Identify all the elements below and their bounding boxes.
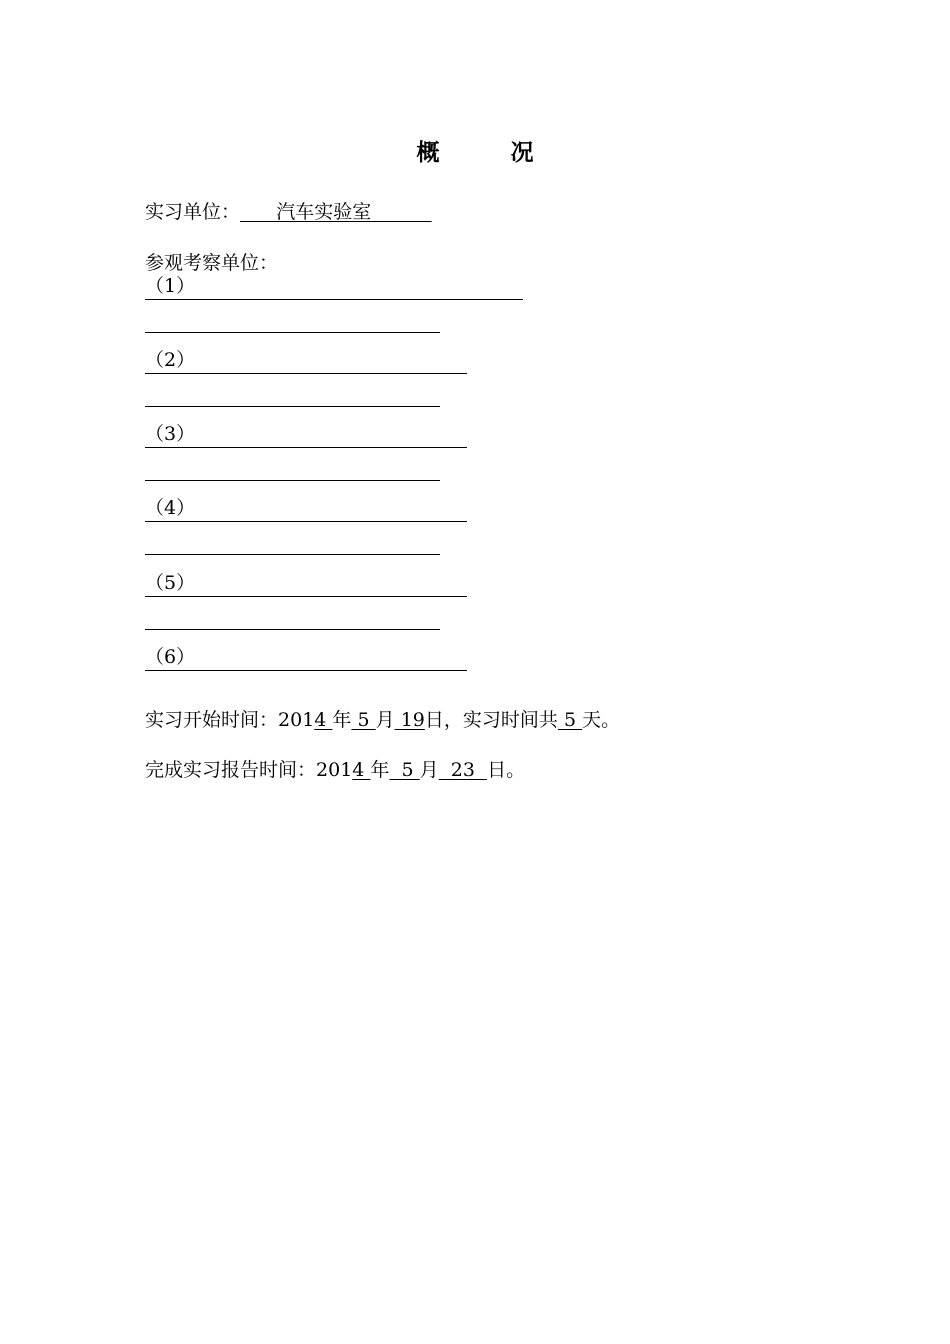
start-day-unit: 日，实习时间共 <box>424 709 558 731</box>
visit-unit-4-continuation-line <box>145 554 440 555</box>
visit-unit-3: （3） <box>145 421 467 448</box>
internship-days-unit: 天。 <box>582 709 621 731</box>
start-day: 19 <box>400 709 425 731</box>
finish-year-unit: 年 <box>370 759 390 781</box>
finish-day-unit: 日。 <box>487 759 526 781</box>
internship-unit-label: 实习单位： <box>145 201 241 223</box>
visit-unit-1: （1） <box>145 273 523 300</box>
finish-date-label: 完成实习报告时间： <box>145 759 317 781</box>
internship-unit-value: 汽车实验室 <box>276 201 372 223</box>
visit-unit-3-continuation-line <box>145 480 440 481</box>
finish-day: 23 <box>450 759 475 781</box>
visit-unit-5-continuation-line <box>145 629 440 630</box>
start-date-row <box>145 707 620 733</box>
finish-year-digit: 4 <box>352 759 365 781</box>
finish-year-prefix: 201 <box>316 759 353 781</box>
visit-units-label: 参观考察单位： <box>145 252 279 274</box>
finish-month-unit: 月 <box>419 759 439 781</box>
page-title: 概 况 <box>416 140 558 166</box>
start-month: 5 <box>357 709 370 731</box>
visit-unit-2-continuation-line <box>145 406 440 407</box>
internship-days: 5 <box>563 709 577 731</box>
visit-unit-6: （6） <box>145 644 467 671</box>
visit-unit-4: （4） <box>145 495 467 522</box>
visit-unit-2: （2） <box>145 347 467 374</box>
visit-unit-5: （5） <box>145 570 467 597</box>
finish-month: 5 <box>401 759 414 781</box>
visit-unit-1-continuation-line <box>145 332 440 333</box>
finish-date-row <box>145 757 525 783</box>
start-month-unit: 月 <box>375 709 395 731</box>
start-year-digit: 4 <box>314 709 327 731</box>
start-year-prefix: 201 <box>278 709 315 731</box>
start-date-label: 实习开始时间： <box>145 709 279 731</box>
start-year-unit: 年 <box>332 709 352 731</box>
internship-unit-row <box>145 199 432 225</box>
